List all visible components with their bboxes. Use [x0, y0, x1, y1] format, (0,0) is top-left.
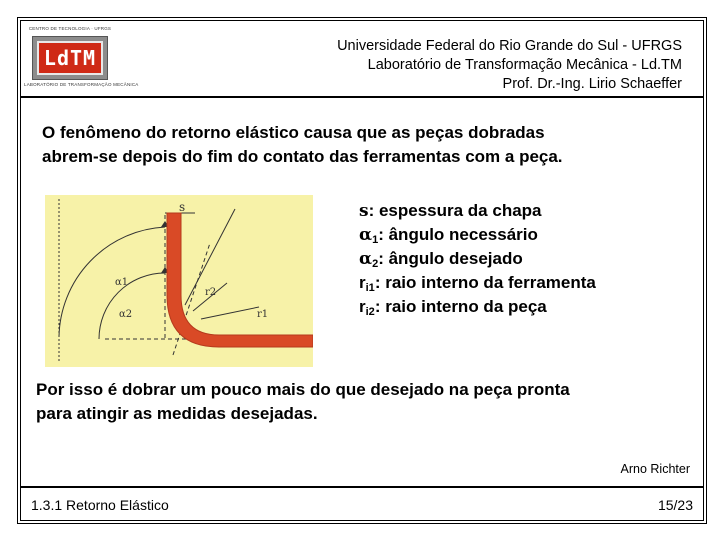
- logo-top-text: CENTRO DE TECNOLOGIA · UFRGS: [28, 26, 112, 31]
- intro-paragraph: [42, 121, 692, 169]
- legend-item-ri2: $r_{i2}$: raio interno da peça: [359, 297, 547, 318]
- intro-line-2: abrem-se depois do fim do contato das ferramentas com a peça.: [42, 147, 563, 166]
- author-name: Arno Richter: [620, 462, 690, 476]
- logo-bottom-text: LABORATÓRIO DE TRANSFORMAÇÃO MECÂNICA: [24, 82, 139, 87]
- conclusion-paragraph: [36, 378, 696, 426]
- header-info: [337, 37, 682, 94]
- ldtm-logo: [24, 26, 139, 90]
- conclusion-line-2: para atingir as medidas desejadas.: [36, 404, 318, 423]
- springback-diagram-svg: [45, 195, 313, 367]
- logo-badge: [32, 36, 108, 80]
- label-s: s: [179, 200, 186, 214]
- footer-divider: [20, 486, 704, 488]
- header-divider: [20, 96, 704, 98]
- lab-name: Laboratório de Transformação Mecânica - Ld.TM: [367, 57, 682, 73]
- legend-item-s: s: espessura da chapa: [359, 201, 542, 221]
- conclusion-line-1: Por isso é dobrar um pouco mais do que desejado na peça pronta: [36, 380, 570, 399]
- university-name: Universidade Federal do Rio Grande do Sul - UFRGS: [337, 38, 682, 54]
- logo-text: LdTM: [37, 41, 103, 75]
- section-title: 1.3.1 Retorno Elástico: [31, 497, 169, 513]
- legend-item-alpha1: $\alpha_1$: ângulo necessário: [359, 225, 538, 246]
- label-r1: r1: [257, 309, 269, 320]
- professor-name: Prof. Dr.-Ing. Lirio Schaeffer: [502, 76, 682, 92]
- label-alpha2: α2: [119, 309, 133, 320]
- label-alpha1: α1: [115, 277, 129, 288]
- legend-item-ri1: $r_{i1}$: raio interno da ferramenta: [359, 273, 596, 294]
- legend-item-alpha2: $\alpha_2$: ângulo desejado: [359, 249, 523, 270]
- label-r2: r2: [205, 287, 217, 298]
- intro-line-1: O fenômeno do retorno elástico causa que as peças dobradas: [42, 123, 545, 142]
- springback-diagram: [45, 195, 313, 367]
- page-number: 15/23: [657, 497, 693, 513]
- symbol-legend: [359, 199, 596, 319]
